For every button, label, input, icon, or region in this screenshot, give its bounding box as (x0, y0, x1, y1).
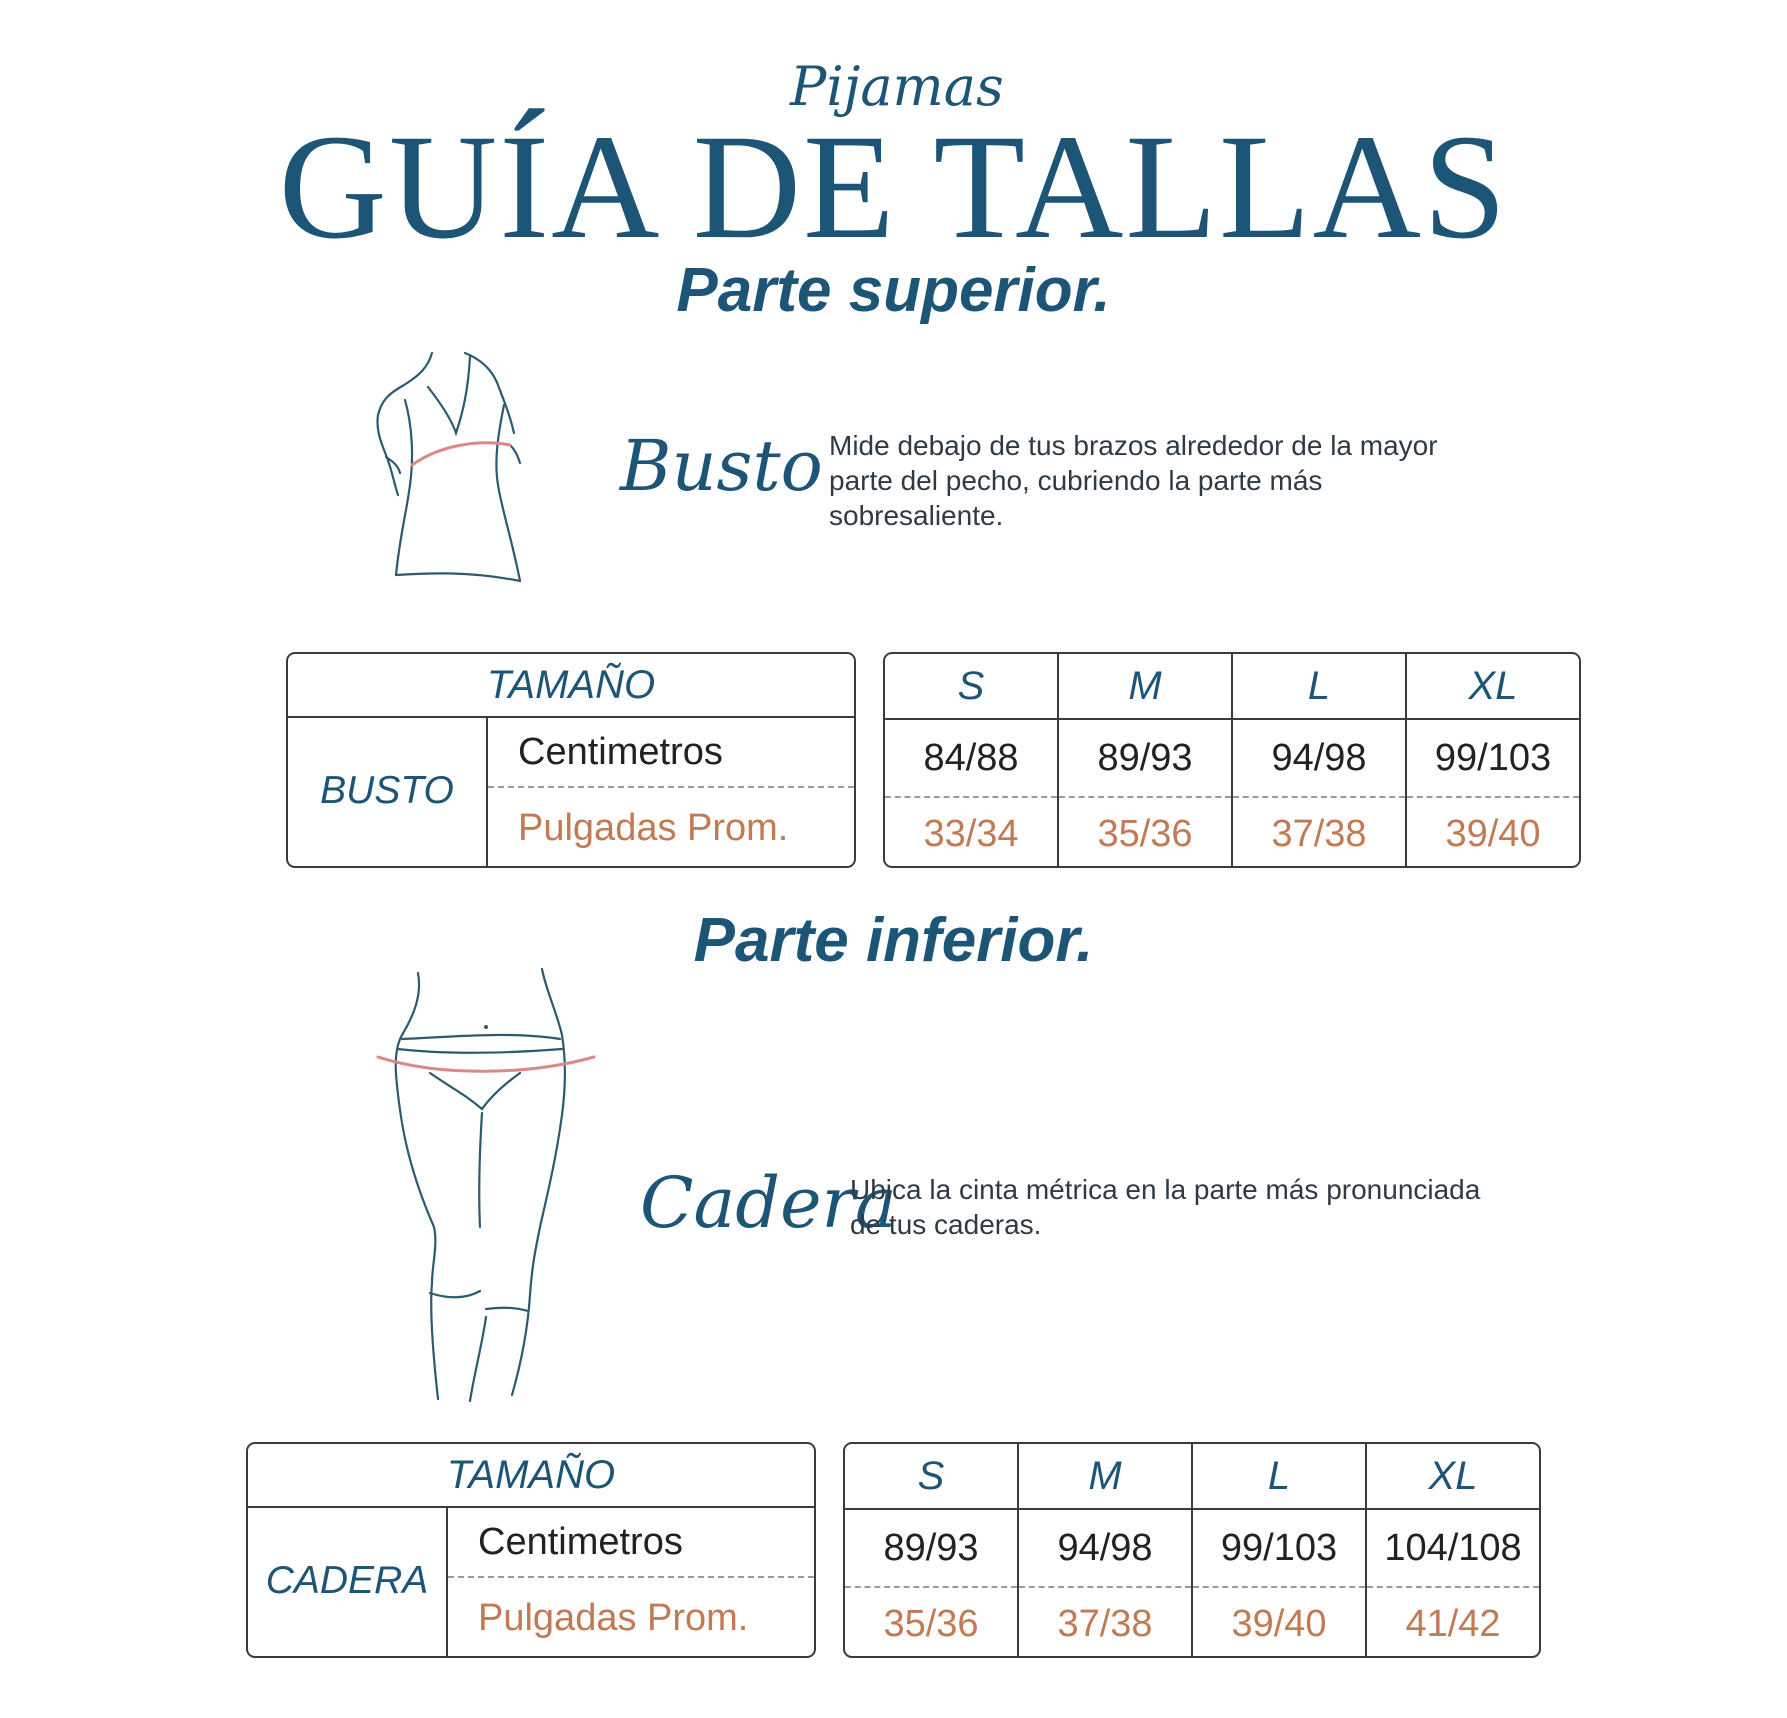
lower-section-title: Parte inferior. (693, 906, 1094, 975)
size-column-l (1193, 1444, 1367, 1656)
inches-value: 35/36 (883, 1603, 979, 1645)
cadera-label: Cadera (640, 1162, 897, 1244)
inches-label: Pulgadas Prom. (518, 807, 789, 849)
size-header-cell: XL (1407, 654, 1579, 720)
inches-label: Pulgadas Prom. (478, 1597, 749, 1639)
size-header: TAMAÑO (288, 654, 854, 718)
size-header: TAMAÑO (248, 1444, 814, 1508)
inches-value: 33/34 (923, 813, 1019, 855)
lower-size-table (843, 1442, 1541, 1658)
cm-value: 104/108 (1367, 1510, 1539, 1588)
inches-value: 37/38 (1271, 813, 1367, 855)
size-header-cell: L (1193, 1444, 1365, 1510)
upper-size-table (883, 652, 1581, 868)
size-header-cell: L (1233, 654, 1405, 720)
size-header-cell: XL (1367, 1444, 1539, 1510)
size-column-xl (1407, 654, 1579, 866)
size-header-cell: M (1019, 1444, 1191, 1510)
lower-label-table (246, 1442, 816, 1658)
page-title: GUÍA DE TALLAS (278, 104, 1509, 270)
cm-value: 89/93 (1059, 720, 1231, 798)
inches-value: 39/40 (1231, 1603, 1327, 1645)
cadera-description: Ubica la cinta métrica en la parte más pronunciada de tus caderas. (850, 1174, 1481, 1240)
busto-label: Busto (620, 425, 823, 507)
pre-title: Pijamas (790, 55, 1004, 118)
hip-body-illustration (370, 965, 600, 1405)
size-column-s (845, 1444, 1019, 1656)
size-column-l (1233, 654, 1407, 866)
cm-label: Centimetros (488, 716, 854, 788)
upper-label-table (286, 652, 856, 868)
row-label-cadera: CADERA (248, 1506, 448, 1656)
cm-value: 99/103 (1407, 720, 1579, 798)
cm-label: Centimetros (448, 1506, 814, 1578)
size-column-xl (1367, 1444, 1539, 1656)
size-header-cell: S (885, 654, 1057, 720)
inches-value: 35/36 (1097, 813, 1193, 855)
size-column-s (885, 654, 1059, 866)
cm-value: 89/93 (845, 1510, 1017, 1588)
size-column-m (1019, 1444, 1193, 1656)
size-header-cell: S (845, 1444, 1017, 1510)
size-header-cell: M (1059, 654, 1231, 720)
inches-value: 39/40 (1445, 813, 1541, 855)
inches-value: 37/38 (1057, 1603, 1153, 1645)
busto-description: Mide debajo de tus brazos alrededor de la mayor parte del pecho, cubriendo la parte más sobresaliente. (829, 430, 1438, 531)
row-label-busto: BUSTO (288, 716, 488, 866)
cm-value: 94/98 (1019, 1510, 1191, 1588)
size-column-m (1059, 654, 1233, 866)
cm-value: 94/98 (1233, 720, 1405, 798)
cm-value: 99/103 (1193, 1510, 1365, 1588)
cm-value: 84/88 (885, 720, 1057, 798)
top-body-illustration (370, 345, 580, 595)
inches-value: 41/42 (1405, 1603, 1501, 1645)
upper-section-title: Parte superior. (676, 256, 1111, 325)
